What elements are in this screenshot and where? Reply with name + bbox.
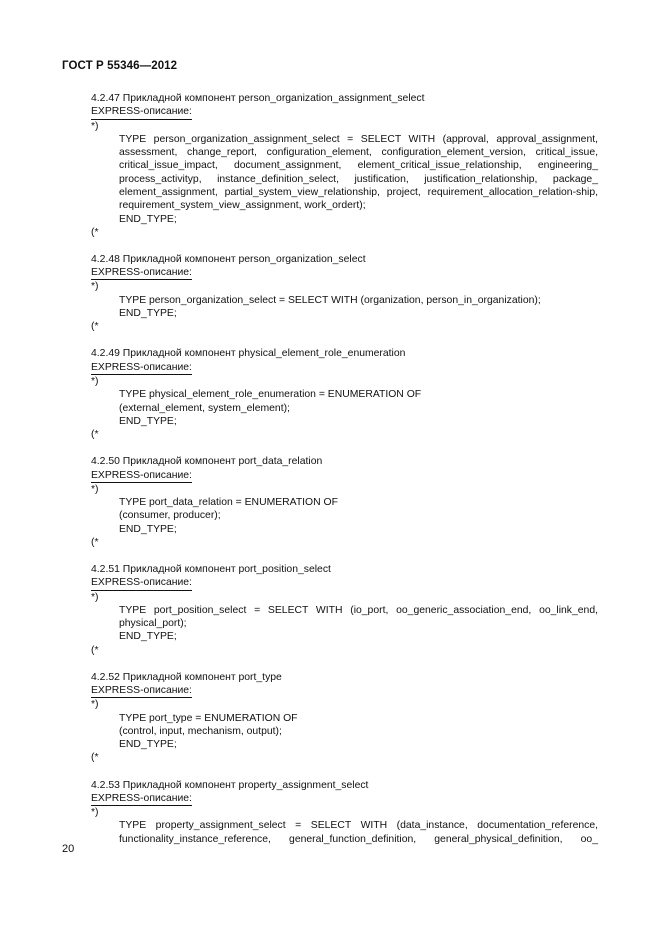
end-type: END_TYPE; [119,631,177,643]
section-4-2-53 [91,779,598,846]
enumeration-values: (control, input, mechanism, output); [119,725,282,737]
type-definition: TYPE physical_element_role_enumeration = ENUMERATION OF [119,389,422,401]
section-4-2-50 [91,455,598,549]
express-label: EXPRESS-описание: [91,362,192,375]
section-4-2-49 [91,347,598,441]
comment-open-marker: *) [91,120,99,132]
end-type: END_TYPE; [119,213,177,225]
document-code-header: ГОСТ Р 55346—2012 [62,60,178,72]
page-number: 20 [62,843,75,855]
section-heading: 4.2.50 Прикладной компонент port_data_relation [91,456,323,468]
comment-close-marker: (* [91,226,99,238]
section-heading: 4.2.48 Прикладной компонент person_organization_select [91,253,366,265]
section-heading: 4.2.49 Прикладной компонент physical_element_role_enumeration [91,348,406,360]
comment-open-marker: *) [91,807,99,819]
end-type: END_TYPE; [119,739,177,751]
comment-close-marker: (* [91,429,99,441]
express-label: EXPRESS-описание: [91,470,192,483]
end-type: END_TYPE; [119,308,177,320]
comment-close-marker: (* [91,752,99,764]
comment-open-marker: *) [91,699,99,711]
document-body [91,92,598,860]
express-label: EXPRESS-описание: [91,106,192,119]
enumeration-values: (external_element, system_element); [119,402,290,414]
express-label: EXPRESS-описание: [91,793,192,806]
enumeration-values: (consumer, producer); [119,510,221,522]
comment-close-marker: (* [91,536,99,548]
section-4-2-52 [91,671,598,765]
type-definition: TYPE person_organization_assignment_select = SELECT WITH (approval, approval_assignment, assessment, change_report, configuration_element, configuration_element_version, critical_issue, critical_issue_impact, document_assignment, element_critical_issue_relationship, engineering_ process_activityp, instance_definition_select, justification, justification_relationship, package_ element_assignment, partial_system_view_relationship, project, requirement_allocation_relation-ship, requirement_system_view_assignment, work_ordert); [119,133,598,212]
section-heading: 4.2.51 Прикладной компонент port_position_select [91,564,331,576]
comment-close-marker: (* [91,644,99,656]
comment-open-marker: *) [91,281,99,293]
type-definition: TYPE port_position_select = SELECT WITH (io_port, oo_generic_association_end, oo_link_end, physical_port); [119,604,598,630]
section-4-2-48 [91,253,598,334]
type-definition: TYPE person_organization_select = SELECT WITH (organization, person_in_organization); [119,294,541,306]
end-type: END_TYPE; [119,523,177,535]
comment-close-marker: (* [91,321,99,333]
express-label: EXPRESS-описание: [91,685,192,698]
type-definition: TYPE port_type = ENUMERATION OF [119,712,298,724]
section-heading: 4.2.53 Прикладной компонент property_assignment_select [91,779,369,791]
section-heading: 4.2.52 Прикладной компонент port_type [91,671,282,683]
section-4-2-47 [91,92,598,239]
express-label: EXPRESS-описание: [91,267,192,280]
end-type: END_TYPE; [119,415,177,427]
comment-open-marker: *) [91,483,99,495]
type-definition: TYPE port_data_relation = ENUMERATION OF [119,497,338,509]
type-definition: TYPE property_assignment_select = SELECT WITH (data_instance, documentation_reference, functionality_instance_reference, general_function_definition, general_physical_definition, oo_ [119,820,598,845]
section-heading: 4.2.47 Прикладной компонент person_organization_assignment_select [91,93,425,104]
comment-open-marker: *) [91,375,99,387]
section-4-2-51 [91,563,598,657]
comment-open-marker: *) [91,591,99,603]
express-label: EXPRESS-описание: [91,577,192,590]
